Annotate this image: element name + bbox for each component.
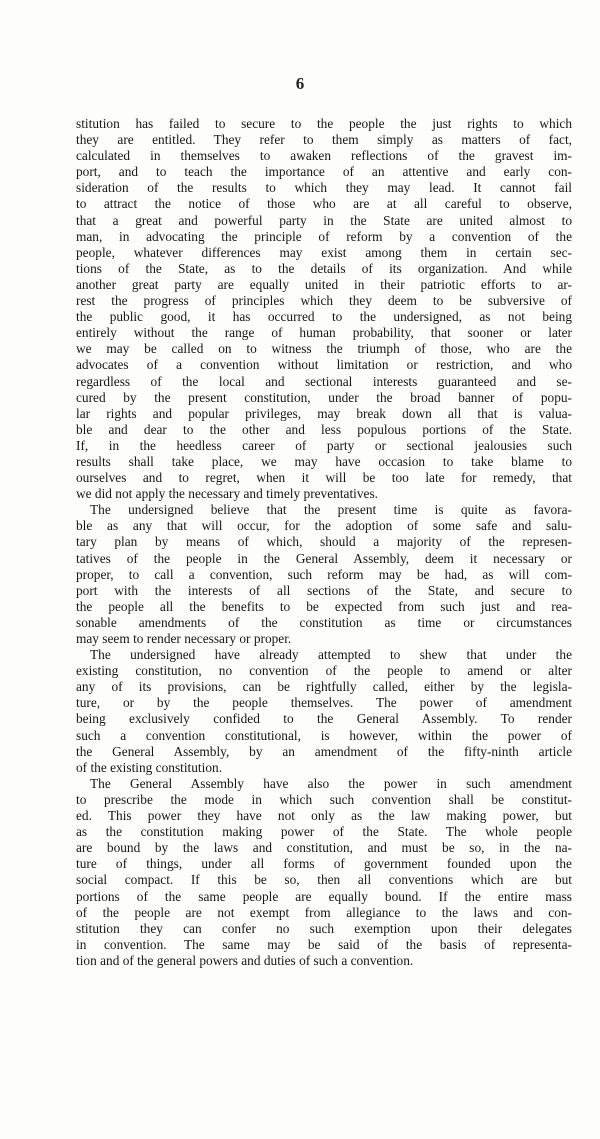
text-line: of the existing constitution. xyxy=(76,759,223,775)
text-line: we may be called on to witness the triumph of those, who are the xyxy=(76,341,572,357)
text-line: stitution they can confer no such exemption upon their delegates xyxy=(76,920,572,936)
text-line: stitution has failed to secure to the people the just rights to which xyxy=(76,116,572,131)
body-text xyxy=(76,116,572,969)
text-line: ble and dear to the other and less populous portions of the State. xyxy=(76,421,572,437)
text-line: another great party are equally united in their patriotic efforts to ar- xyxy=(76,276,572,292)
page-number: 6 xyxy=(295,74,305,93)
text-line: ed. This power they have not only as the law making power, but xyxy=(76,808,572,824)
text-line: to attract the notice of those who are at all careful to observe, xyxy=(76,196,572,212)
text-line: port, and to teach the importance of an attentive and early con- xyxy=(76,164,572,180)
text-line: people, whatever differences may exist among them in certain sec- xyxy=(76,244,572,260)
text-line: the people all the benefits to be expected from such just and rea- xyxy=(76,598,572,614)
text-line: The undersigned believe that the present time is quite as favora- xyxy=(90,502,572,518)
text-line: that a great and powerful party in the State are united almost to xyxy=(76,212,572,228)
text-line: ture, or by the people themselves. The power of amendment xyxy=(76,695,572,711)
text-line: tatives of the people in the General Assembly, deem it necessary or xyxy=(76,550,572,566)
text-line: rest the progress of principles which they deem to be subversive of xyxy=(76,293,572,309)
text-line: man, in advocating the principle of reform by a convention of the xyxy=(76,228,572,244)
text-line: The undersigned have already attempted to shew that under the xyxy=(90,647,572,663)
text-line: port with the interests of all sections of the State, and secure to xyxy=(76,582,572,598)
text-line: such a convention constitutional, is however, within the power of xyxy=(76,727,572,743)
text-line: in convention. The same may be said of the basis of representa- xyxy=(76,936,572,952)
text-line: we did not apply the necessary and timely preventatives. xyxy=(76,486,378,502)
text-line: portions of the same people are equally bound. If the entire mass xyxy=(76,888,572,904)
text-line: any of its provisions, can be rightfully called, either by the legisla- xyxy=(76,679,572,695)
text-line: entirely without the range of human probability, that sooner or later xyxy=(76,325,572,341)
paragraph xyxy=(76,502,572,647)
text-line: ture of things, under all forms of government founded upon the xyxy=(76,856,572,872)
text-line: being exclusively confided to the General Assembly. To render xyxy=(76,711,572,727)
paragraph xyxy=(76,647,572,776)
text-line: lar rights and popular privileges, may break down all that is valua- xyxy=(76,405,572,421)
text-line: they are entitled. They refer to them simply as matters of fact, xyxy=(76,132,572,148)
text-line: results shall take place, we may have occasion to take blame to xyxy=(76,453,572,469)
text-line: are bound by the laws and constitution, and must be so, in the na- xyxy=(76,840,572,856)
text-line: as the constitution making power of the State. The whole people xyxy=(76,824,572,840)
text-line: proper, to call a convention, such reform may be had, as will com- xyxy=(76,566,572,582)
text-line: cured by the present constitution, under the broad banner of popu- xyxy=(76,389,572,405)
text-line: regardless of the local and sectional interests guaranteed and se- xyxy=(76,373,572,389)
text-line: social compact. If this be so, then all conventions which are but xyxy=(76,872,572,888)
text-line: tions of the State, as to the details of its organization. And while xyxy=(76,260,572,276)
paragraph xyxy=(76,776,572,969)
text-line: may seem to render necessary or proper. xyxy=(76,631,292,646)
text-line: advocates of a convention without limitation or restriction, and who xyxy=(76,357,572,373)
paragraph xyxy=(76,116,572,502)
text-line: The General Assembly have also the power in such amendment xyxy=(90,775,572,791)
text-line: the public good, it has occurred to the undersigned, as not being xyxy=(76,309,572,325)
text-line: calculated in themselves to awaken reflections of the gravest im- xyxy=(76,148,572,164)
text-line: tion and of the general powers and duties of such a convention. xyxy=(76,952,414,968)
text-line: to prescribe the mode in which such convention shall be constitut- xyxy=(76,791,572,807)
text-line: If, in the heedless career of party or sectional jealousies such xyxy=(76,437,572,453)
text-line: ourselves and to regret, when it will be too late for remedy, that xyxy=(76,470,572,486)
text-line: existing constitution, no convention of the people to amend or alter xyxy=(76,663,572,679)
text-line: tary plan by means of which, should a majority of the represen- xyxy=(76,534,572,550)
text-line: sonable amendments of the constitution as time or circumstances xyxy=(76,614,572,630)
text-line: the General Assembly, by an amendment of the fifty-ninth article xyxy=(76,743,572,759)
text-line: sideration of the results to which they may lead. It cannot fail xyxy=(76,180,572,196)
text-line: of the people are not exempt from allegiance to the laws and con- xyxy=(76,904,572,920)
text-line: ble as any that will occur, for the adoption of some safe and salu- xyxy=(76,518,572,534)
